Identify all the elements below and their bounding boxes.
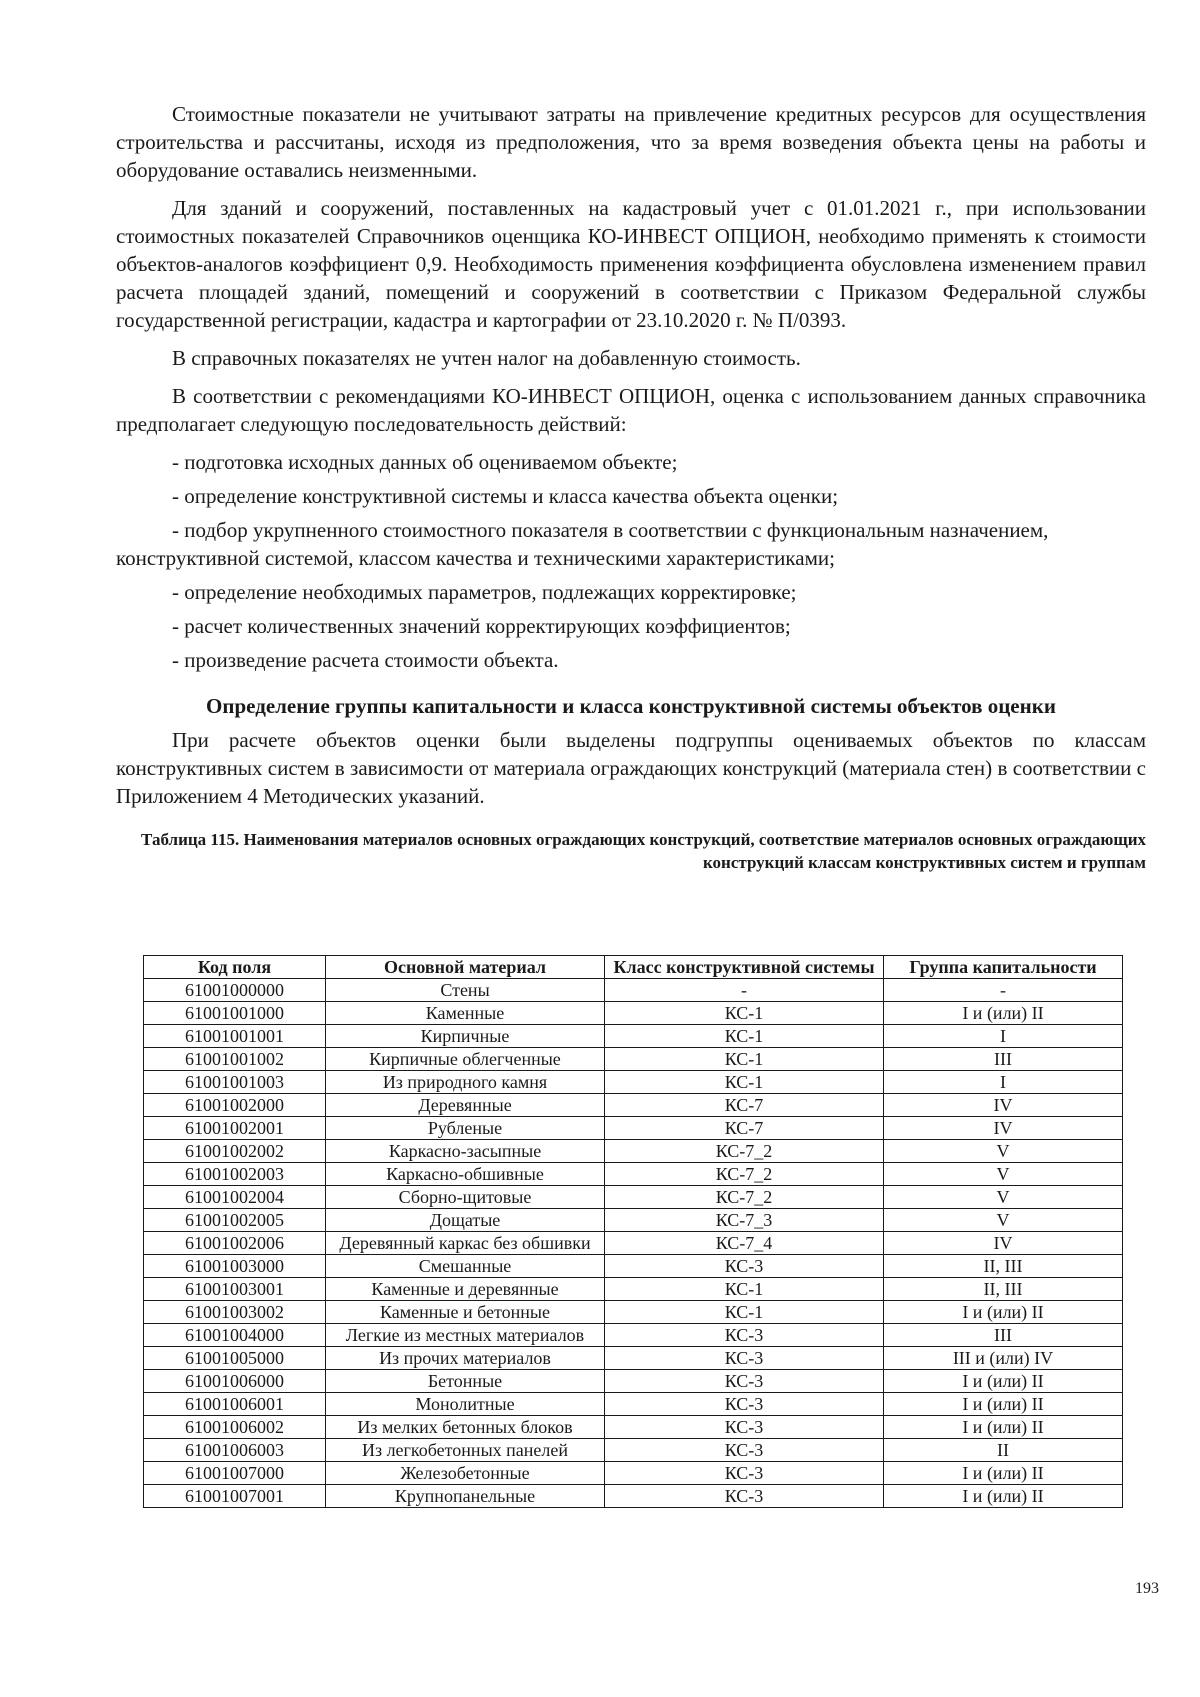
cell-material: Из мелких бетонных блоков bbox=[326, 1416, 605, 1439]
table-row bbox=[144, 1071, 1123, 1094]
cell-code: 61001001003 bbox=[144, 1071, 326, 1094]
cell-code: 61001007001 bbox=[144, 1485, 326, 1508]
cell-material: Из легкобетонных панелей bbox=[326, 1439, 605, 1462]
list-item: - определение конструктивной системы и класса качества объекта оценки; bbox=[172, 484, 839, 508]
cell-group: I и (или) II bbox=[884, 1370, 1123, 1393]
table-row bbox=[144, 1117, 1123, 1140]
cell-group: I bbox=[884, 1025, 1123, 1048]
cell-material: Монолитные bbox=[326, 1393, 605, 1416]
table-header-row bbox=[144, 956, 1123, 979]
cell-group: III bbox=[884, 1048, 1123, 1071]
cell-group: I и (или) II bbox=[884, 1485, 1123, 1508]
table-row bbox=[144, 1025, 1123, 1048]
cell-code: 61001006002 bbox=[144, 1416, 326, 1439]
cell-group: I bbox=[884, 1071, 1123, 1094]
cell-code: 61001007000 bbox=[144, 1462, 326, 1485]
cell-class: КС-3 bbox=[605, 1485, 884, 1508]
cell-code: 61001002001 bbox=[144, 1117, 326, 1140]
table-row bbox=[144, 1140, 1123, 1163]
cell-material: Кирпичные bbox=[326, 1025, 605, 1048]
cell-code: 61001005000 bbox=[144, 1347, 326, 1370]
table-row bbox=[144, 1232, 1123, 1255]
table-row bbox=[144, 1209, 1123, 1232]
cell-code: 61001004000 bbox=[144, 1324, 326, 1347]
cell-code: 61001003001 bbox=[144, 1278, 326, 1301]
list-item: - расчет количественных значений корректирующих коэффициентов; bbox=[172, 614, 791, 638]
cell-code: 61001002005 bbox=[144, 1209, 326, 1232]
cell-class: КС-1 bbox=[605, 1048, 884, 1071]
cell-code: 61001003000 bbox=[144, 1255, 326, 1278]
cell-material: Рубленые bbox=[326, 1117, 605, 1140]
list-item: - подготовка исходных данных об оцениваемом объекте; bbox=[172, 450, 678, 474]
cell-class: КС-3 bbox=[605, 1347, 884, 1370]
cell-class: КС-7 bbox=[605, 1117, 884, 1140]
table-row bbox=[144, 1255, 1123, 1278]
cell-material: Смешанные bbox=[326, 1255, 605, 1278]
cell-material: Бетонные bbox=[326, 1370, 605, 1393]
cell-group: I и (или) II bbox=[884, 1416, 1123, 1439]
cell-class: КС-1 bbox=[605, 1071, 884, 1094]
cell-material: Стены bbox=[326, 979, 605, 1002]
cell-code: 61001006003 bbox=[144, 1439, 326, 1462]
cell-group: III и (или) IV bbox=[884, 1347, 1123, 1370]
cell-material: Из природного камня bbox=[326, 1071, 605, 1094]
list-item bbox=[116, 516, 1146, 572]
column-header-class: Класс конструктивной системы bbox=[605, 956, 884, 979]
cell-material: Деревянный каркас без обшивки bbox=[326, 1232, 605, 1255]
cell-group: II, III bbox=[884, 1255, 1123, 1278]
cell-class: КС-3 bbox=[605, 1370, 884, 1393]
table-row bbox=[144, 1439, 1123, 1462]
cell-material: Легкие из местных материалов bbox=[326, 1324, 605, 1347]
cell-class: КС-7_4 bbox=[605, 1232, 884, 1255]
cell-material: Дощатые bbox=[326, 1209, 605, 1232]
cell-group: I и (или) II bbox=[884, 1301, 1123, 1324]
table-row bbox=[144, 1462, 1123, 1485]
table-row bbox=[144, 1094, 1123, 1117]
table-body bbox=[144, 979, 1123, 1508]
table-row bbox=[144, 1002, 1123, 1025]
cell-class: КС-3 bbox=[605, 1462, 884, 1485]
paragraph-cost-indicators: Стоимостные показатели не учитывают затраты на привлечение кредитных ресурсов для осуществления строительства и рассчитаны, исходя из предположения, что за время возведения объекта цены на работы и оборудование оставались неизменными. bbox=[116, 102, 1146, 182]
table-row bbox=[144, 1324, 1123, 1347]
cell-class: - bbox=[605, 979, 884, 1002]
table-row bbox=[144, 1163, 1123, 1186]
cell-code: 61001001001 bbox=[144, 1025, 326, 1048]
cell-class: КС-3 bbox=[605, 1416, 884, 1439]
cell-group: IV bbox=[884, 1232, 1123, 1255]
paragraph-vat: В справочных показателях не учтен налог на добавленную стоимость. bbox=[172, 346, 801, 370]
cell-material: Кирпичные облегченные bbox=[326, 1048, 605, 1071]
cell-group: III bbox=[884, 1324, 1123, 1347]
cell-group: V bbox=[884, 1209, 1123, 1232]
paragraph-recommendations: В соответствии с рекомендациями КО-ИНВЕСТ ОПЦИОН, оценка с использованием данных справочника предполагает следующую последовательность действий: bbox=[116, 384, 1146, 436]
cell-material: Каркасно-засыпные bbox=[326, 1140, 605, 1163]
cell-class: КС-3 bbox=[605, 1255, 884, 1278]
cell-class: КС-7_2 bbox=[605, 1186, 884, 1209]
cell-class: КС-3 bbox=[605, 1439, 884, 1462]
cell-code: 61001002006 bbox=[144, 1232, 326, 1255]
cell-class: КС-1 bbox=[605, 1025, 884, 1048]
cell-group: I и (или) II bbox=[884, 1002, 1123, 1025]
cell-class: КС-7_2 bbox=[605, 1140, 884, 1163]
table-row bbox=[144, 1278, 1123, 1301]
cell-group: II, III bbox=[884, 1278, 1123, 1301]
page-number: 193 bbox=[1135, 1580, 1159, 1597]
cell-code: 61001006000 bbox=[144, 1370, 326, 1393]
cell-group: I и (или) II bbox=[884, 1393, 1123, 1416]
cell-material: Крупнопанельные bbox=[326, 1485, 605, 1508]
table-caption: Таблица 115. Наименования материалов основных ограждающих конструкций, соответствие материалов основных ограждающих конструкций классам конструктивных систем и группам bbox=[141, 830, 1146, 872]
cell-code: 61001002004 bbox=[144, 1186, 326, 1209]
cell-class: КС-3 bbox=[605, 1324, 884, 1347]
cell-group: IV bbox=[884, 1094, 1123, 1117]
cell-class: КС-7_3 bbox=[605, 1209, 884, 1232]
document-page bbox=[116, 100, 1146, 888]
cell-group: V bbox=[884, 1140, 1123, 1163]
cell-code: 61001003002 bbox=[144, 1301, 326, 1324]
cell-group: - bbox=[884, 979, 1123, 1002]
cell-group: V bbox=[884, 1163, 1123, 1186]
list-item-text: - подбор укрупненного стоимостного показателя в соответствии с функциональным назначением, конструктивной системой, классом качества и техническими характеристиками; bbox=[116, 518, 1049, 570]
cell-group: I и (или) II bbox=[884, 1462, 1123, 1485]
cell-class: КС-1 bbox=[605, 1301, 884, 1324]
cell-class: КС-1 bbox=[605, 1278, 884, 1301]
cell-class: КС-3 bbox=[605, 1393, 884, 1416]
cell-code: 61001001000 bbox=[144, 1002, 326, 1025]
column-header-group: Группа капитальности bbox=[884, 956, 1123, 979]
table-row bbox=[144, 1301, 1123, 1324]
cell-material: Деревянные bbox=[326, 1094, 605, 1117]
table-row bbox=[144, 1347, 1123, 1370]
cell-code: 61001002000 bbox=[144, 1094, 326, 1117]
cell-code: 61001002003 bbox=[144, 1163, 326, 1186]
cell-material: Железобетонные bbox=[326, 1462, 605, 1485]
cell-class: КС-1 bbox=[605, 1002, 884, 1025]
cell-material: Каменные и бетонные bbox=[326, 1301, 605, 1324]
column-header-code: Код поля bbox=[144, 956, 326, 979]
cell-group: II bbox=[884, 1439, 1123, 1462]
cell-material: Каркасно-обшивные bbox=[326, 1163, 605, 1186]
paragraph-coefficient: Для зданий и сооружений, поставленных на кадастровый учет с 01.01.2021 г., при использовании стоимостных показателей Справочников оценщика КО-ИНВЕСТ ОПЦИОН, необходимо применять к стоимости объектов-аналогов коэффициент 0,9. Необходимость применения коэффициента обусловлена изменением правил расчета площадей зданий, помещений и сооружений в соответствии с Приказом Федеральной службы государственной регистрации, кадастра и картографии от 23.10.2020 г. № П/0393. bbox=[116, 196, 1146, 332]
cell-group: IV bbox=[884, 1117, 1123, 1140]
cell-code: 61001001002 bbox=[144, 1048, 326, 1071]
cell-group: V bbox=[884, 1186, 1123, 1209]
table-row bbox=[144, 1416, 1123, 1439]
section-heading: Определение группы капитальности и класса конструктивной системы объектов оценки bbox=[206, 694, 1056, 718]
table-row bbox=[144, 1370, 1123, 1393]
cell-code: 61001000000 bbox=[144, 979, 326, 1002]
table-row bbox=[144, 1393, 1123, 1416]
list-item: - произведение расчета стоимости объекта. bbox=[172, 648, 559, 672]
materials-table bbox=[143, 955, 1123, 1508]
cell-class: КС-7 bbox=[605, 1094, 884, 1117]
section-paragraph: При расчете объектов оценки были выделены подгруппы оцениваемых объектов по классам конструктивных систем в зависимости от материала ограждающих конструкций (материала стен) в соответствии с Приложением 4 Методических указаний. bbox=[116, 728, 1146, 808]
table-row bbox=[144, 1048, 1123, 1071]
list-item: - определение необходимых параметров, подлежащих корректировке; bbox=[172, 580, 797, 604]
table-row bbox=[144, 1485, 1123, 1508]
table-row bbox=[144, 979, 1123, 1002]
column-header-material: Основной материал bbox=[326, 956, 605, 979]
cell-code: 61001002002 bbox=[144, 1140, 326, 1163]
steps-list bbox=[116, 448, 1146, 674]
cell-code: 61001006001 bbox=[144, 1393, 326, 1416]
cell-class: КС-7_2 bbox=[605, 1163, 884, 1186]
cell-material: Из прочих материалов bbox=[326, 1347, 605, 1370]
table-row bbox=[144, 1186, 1123, 1209]
cell-material: Каменные и деревянные bbox=[326, 1278, 605, 1301]
cell-material: Каменные bbox=[326, 1002, 605, 1025]
cell-material: Сборно-щитовые bbox=[326, 1186, 605, 1209]
